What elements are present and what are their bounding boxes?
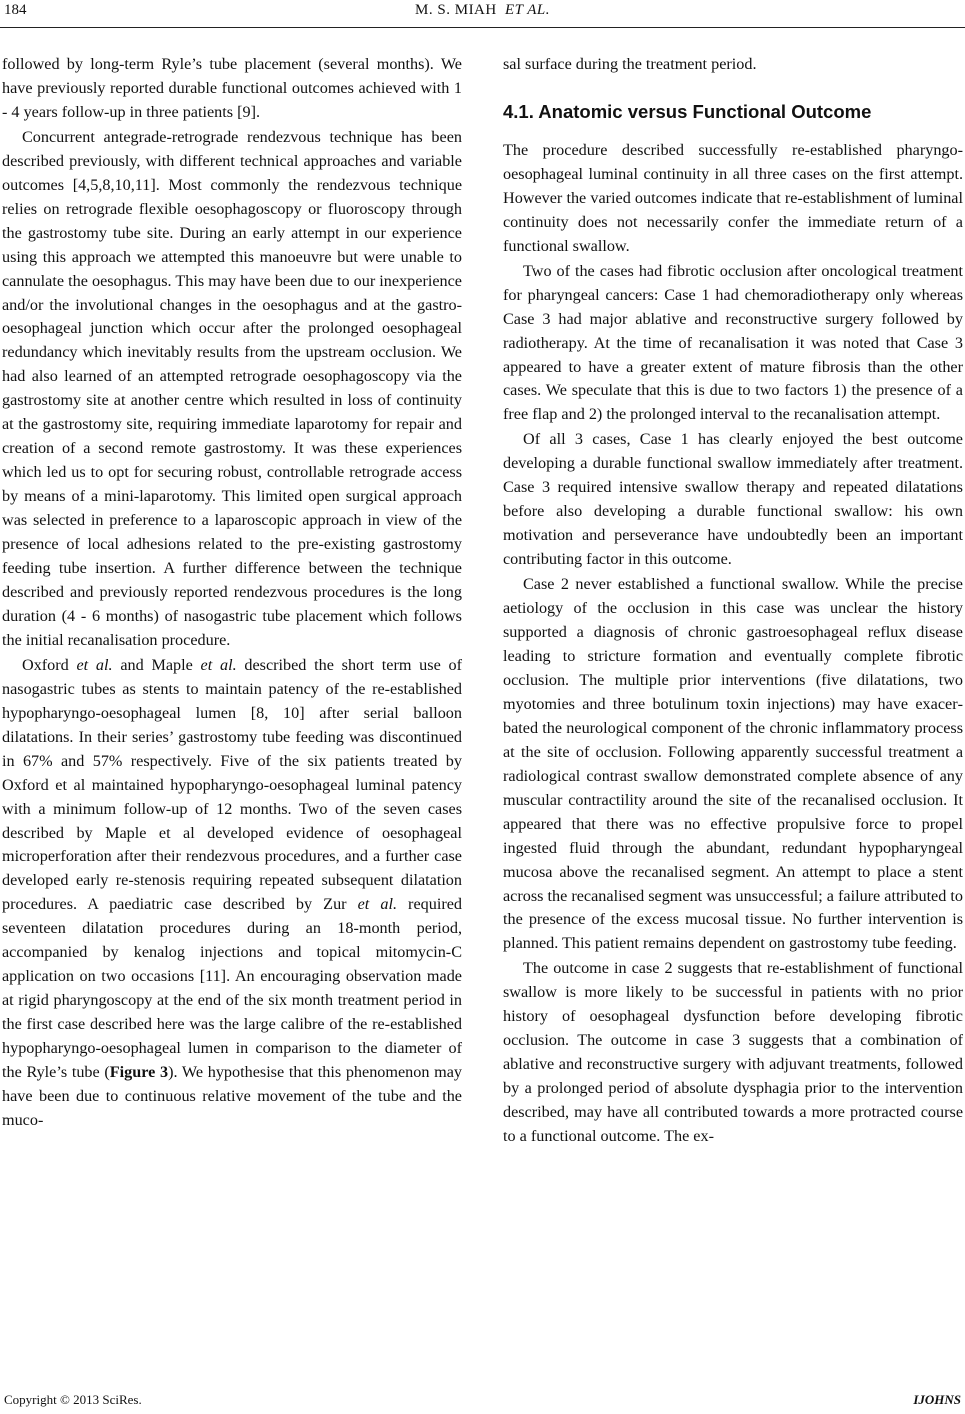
right-paragraph-0: sal surface during the treatment period. (503, 55, 757, 73)
left-paragraph-1: followed by long-term Ryle’s tube placement (several months). We have previously reported durable functional outcomes achieved with 1 - 4 years follow-up in three patients [9]. (2, 55, 462, 121)
text-run: ). We hypothesise that this phenomenon may have been due to continuous relative movement of the tube and the muco- (2, 1063, 462, 1129)
page-footer (0, 1392, 965, 1412)
header-rule (0, 27, 965, 28)
running-title (0, 2, 965, 19)
page-header (0, 0, 965, 24)
copyright-notice: Copyright © 2013 SciRes. (4, 1392, 142, 1407)
et-al-italic: et al. (76, 655, 113, 674)
right-paragraph-2: Two of the cases had fibrotic occlusion after oncological treatment for pharyngeal cancers: Case 1 had chemoradiotherapy only whereas Case 3 had major ablative and reconstructive surgery followed by radiotherapy. At the time of recanalisation it was noted that Case 3 appeared to have a greater extent of mature fibrosis than the other cases. We speculate that this is due to two factors 1) the presence of a free flap and 2) the prolonged interval to the recanalisation attempt. (503, 261, 963, 424)
et-al-italic: et al. (357, 895, 397, 914)
figure-reference[interactable]: Figure 3 (109, 1063, 169, 1082)
right-paragraph-5: The outcome in case 2 suggests that re-establishment of functional swallow is more likely to be successful in patients with no prior history of oesophageal dysfunction before developing fibrotic occlusion. The outcome in case 3 suggests that a combination of ablative and reconstructive surgery with adjuvant treatments, followed by a prolonged period of absolute dysphagia prior to the intervention described, may have all contributed towards a more protracted course to a functional outcome. The ex- (503, 959, 963, 1146)
right-paragraph-3: Of all 3 cases, Case 1 has clearly enjoyed the best outcome developing a durable functional swallow immediately after treatment. Case 3 required intensive swallow therapy and repeated dilatations before also developing a durable functional swallow: his own motivation and perseverance have undoubtedly been an important contributing factor in this outcome. (503, 430, 963, 569)
right-column (503, 53, 963, 1149)
section-heading: 4.1. Anatomic versus Functional Outcome (503, 100, 872, 122)
running-title-authors: M. S. MIAH (415, 2, 497, 18)
text-run: Oxford (22, 655, 77, 674)
left-column (2, 53, 462, 1133)
et-al-italic: et al. (200, 655, 237, 674)
text-run: described the short term use of nasogastric tubes as stents to maintain patency of the re-established hypopharyngo-oesophageal lumen [8, 10] after serial balloon dilatations. In their series’ gastrostomy tube feeding was discontinued in 67% and 57% respectively. Five of the six patients treated by Oxford et al maintained hypopharyngo-oesophageal luminal patency with a minimum follow-up of 12 months. Two of the seven cases described by Maple et al developed evidence of oesophageal microperforation after their rendezvous procedures, and a further case developed early re-stenosis requiring repeated subsequent dilatation procedures. A paediatric case described by Zur (2, 655, 462, 914)
left-paragraph-3 (2, 654, 462, 1133)
text-run: and Maple (112, 655, 201, 674)
journal-abbreviation: IJOHNS (913, 1392, 961, 1407)
text-run: required seventeen dilatation procedures during an 18-month period, accompanied by kenalog injections and topical mitomycin-C application on two occasions [11]. An encouraging observation made at rigid pharyngoscopy at the end of the six month treatment period in the first case described here was the large calibre of the re-established hypopharyngo-oesophageal lumen in comparison to the diameter of the Ryle’s tube ( (2, 895, 462, 1082)
left-paragraph-2: Concurrent antegrade-retrograde rendezvous technique has been described previously, with different technical approaches and variable outcomes [4,5,8,10,11]. Most commonly the rendezvous technique relies on retrograde flexible oesophagoscopy or fluoroscopy through the gastrostomy tube site. During an early attempt in our experience using this approach we attempted this manoeuvre but were unable to cannulate the oesophagus. This may have been due to our inexperience and/or the involutional changes in the oesophagus and at the gastro-oesophageal junction which occur after the prolonged oesophageal redundancy which inevitably results from the upstream occlusion. We had also learned of an attempted retrograde oesophagoscopy via the gastrostomy site at another centre which resulted in loss of continuity at the gastrostomy site, requiring immediate laparotomy for repair and creation of a second remote gastrostomy. It was these experiences which led us to opt for securing robust, controllable retrograde access by means of a mini-laparotomy. This limited open surgical approach was selected in preference to a laparoscopic approach in view of the presence of local adhesions related to the pre-existing gastrostomy feeding tube insertion. A further difference between the technique described and previously reported rendezvous procedures is the long duration (4 - 6 months) of nasogastric tube placement which follows the initial recanalisation procedure. (2, 127, 462, 649)
page-number: 184 (4, 2, 27, 18)
running-title-etal: ET AL. (504, 2, 550, 18)
right-paragraph-1: The procedure described successfully re-established pharyngo-oesophageal luminal continuity in all three cases on the first attempt. However the varied outcomes indicate that re-establishment of luminal continuity does not necessarily confer the immediate return of a functional swallow. (503, 140, 963, 255)
right-paragraph-4: Case 2 never established a functional swallow. While the precise aetiology of the occlusion in this case was unclear the history supported a diagnosis of chronic gastroesophageal reflux disease leading to stricture formation and eventually complete fibrotic occlusion. The multiple prior interventions (five dilatations, two myotomies and three botulinum toxin injections) may have exacerbated the neurological component of the chronic inflammatory process at the site of occlusion. Following apparently successful treatment a radiological contrast swallow demonstrated complete absence of any muscular contractility around the site of the recanalised occlusion. It appeared that there was no effective propulsive force to propel ingested fluid through the abundant, redundant hypopharyngeal mucosa above the recanalised segment. An attempt to place a stent across the recanalised segment was unsuccessful; a failure attributed to the presence of the excess mucosal tissue. No further intervention is planned. This patient remains dependent on gastrostomy tube feeding. (503, 575, 963, 953)
